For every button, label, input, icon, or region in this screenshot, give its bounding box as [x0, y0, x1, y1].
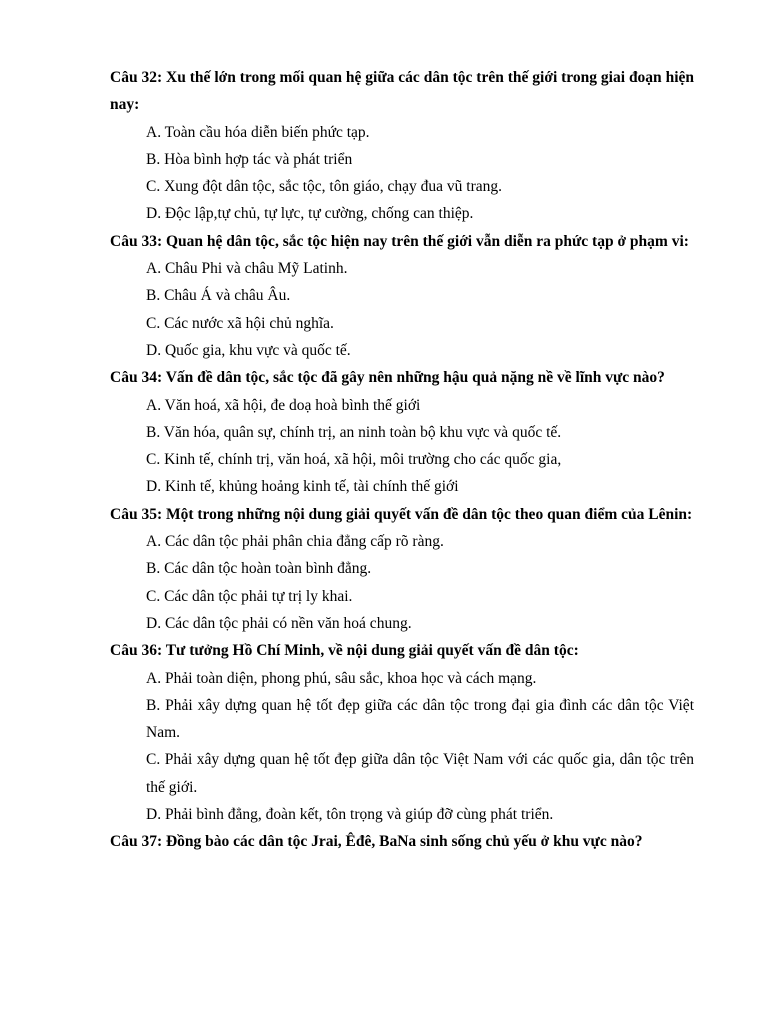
- question-text: Một trong những nội dung giải quyết vấn đề dân tộc theo quan điểm của Lênin:: [165, 505, 693, 523]
- option-a: A. Phải toàn diện, phong phú, sâu sắc, khoa học và cách mạng.: [146, 669, 537, 687]
- question-label: Câu 36:: [110, 642, 163, 660]
- question-title: [110, 501, 694, 528]
- question-37: [110, 828, 694, 855]
- option-c: C. Các dân tộc phải tự trị ly khai.: [146, 587, 353, 605]
- option-a: A. Toàn cầu hóa diễn biến phức tạp.: [146, 123, 370, 141]
- option-a: A. Châu Phi và châu Mỹ Latinh.: [146, 260, 348, 278]
- question-title: [110, 64, 694, 119]
- question-32: [110, 64, 694, 228]
- question-33: [110, 228, 694, 364]
- option-d: D. Các dân tộc phải có nền văn hoá chung.: [146, 614, 412, 632]
- option-b: B. Các dân tộc hoàn toàn bình đẳng.: [146, 560, 372, 578]
- option-a: A. Văn hoá, xã hội, đe doạ hoà bình thế giới: [146, 396, 421, 414]
- question-text: Đồng bào các dân tộc Jrai, Êđê, BaNa sinh sống chủ yếu ở khu vực nào?: [165, 833, 643, 851]
- option-b: B. Hòa bình hợp tác và phát triển: [146, 150, 353, 168]
- question-35: [110, 501, 694, 637]
- option-b: B. Văn hóa, quân sự, chính trị, an ninh toàn bộ khu vực và quốc tế.: [146, 423, 562, 441]
- question-title: [110, 828, 694, 855]
- option-d: D. Phải bình đẳng, đoàn kết, tôn trọng và giúp đỡ cùng phát triển.: [146, 806, 554, 824]
- option-d: D. Quốc gia, khu vực và quốc tế.: [146, 341, 351, 359]
- question-label: Câu 37:: [110, 833, 163, 851]
- question-label: Câu 34:: [110, 369, 163, 387]
- question-label: Câu 35:: [110, 505, 163, 523]
- option-c: C. Các nước xã hội chủ nghĩa.: [146, 314, 334, 332]
- question-title: [110, 364, 694, 391]
- question-text: Xu thế lớn trong mối quan hệ giữa các dân tộc trên thế giới trong giai đoạn hiện nay:: [110, 69, 695, 114]
- question-label: Câu 33:: [110, 232, 163, 250]
- question-36: [110, 637, 694, 828]
- question-34: [110, 364, 694, 500]
- question-title: [110, 228, 694, 255]
- option-d: D. Kinh tế, khủng hoảng kinh tế, tài chính thế giới: [146, 478, 459, 496]
- option-c: C. Xung đột dân tộc, sắc tộc, tôn giáo, chạy đua vũ trang.: [146, 178, 502, 196]
- question-text: Tư tưởng Hồ Chí Minh, về nội dung giải quyết vấn đề dân tộc:: [165, 642, 579, 660]
- question-text: Quan hệ dân tộc, sắc tộc hiện nay trên thế giới vẫn diễn ra phức tạp ở phạm vi:: [165, 232, 689, 250]
- option-c: C. Phải xây dựng quan hệ tốt đẹp giữa dân tộc Việt Nam với các quốc gia, dân tộc trên thế giới.: [146, 751, 694, 796]
- question-text: Vấn đề dân tộc, sắc tộc đã gây nên những hậu quả nặng nề về lĩnh vực nào?: [165, 369, 665, 387]
- option-d: D. Độc lập,tự chủ, tự lực, tự cường, chống can thiệp.: [146, 205, 474, 223]
- option-a: A. Các dân tộc phải phân chia đẳng cấp rõ ràng.: [146, 533, 444, 551]
- option-b: B. Châu Á và châu Âu.: [146, 287, 291, 305]
- option-c: C. Kinh tế, chính trị, văn hoá, xã hội, môi trường cho các quốc gia,: [146, 451, 562, 469]
- option-b: B. Phải xây dựng quan hệ tốt đẹp giữa các dân tộc trong đại gia đình các dân tộc Việt Nam.: [146, 696, 694, 742]
- question-title: [110, 637, 694, 664]
- question-label: Câu 32:: [110, 69, 163, 86]
